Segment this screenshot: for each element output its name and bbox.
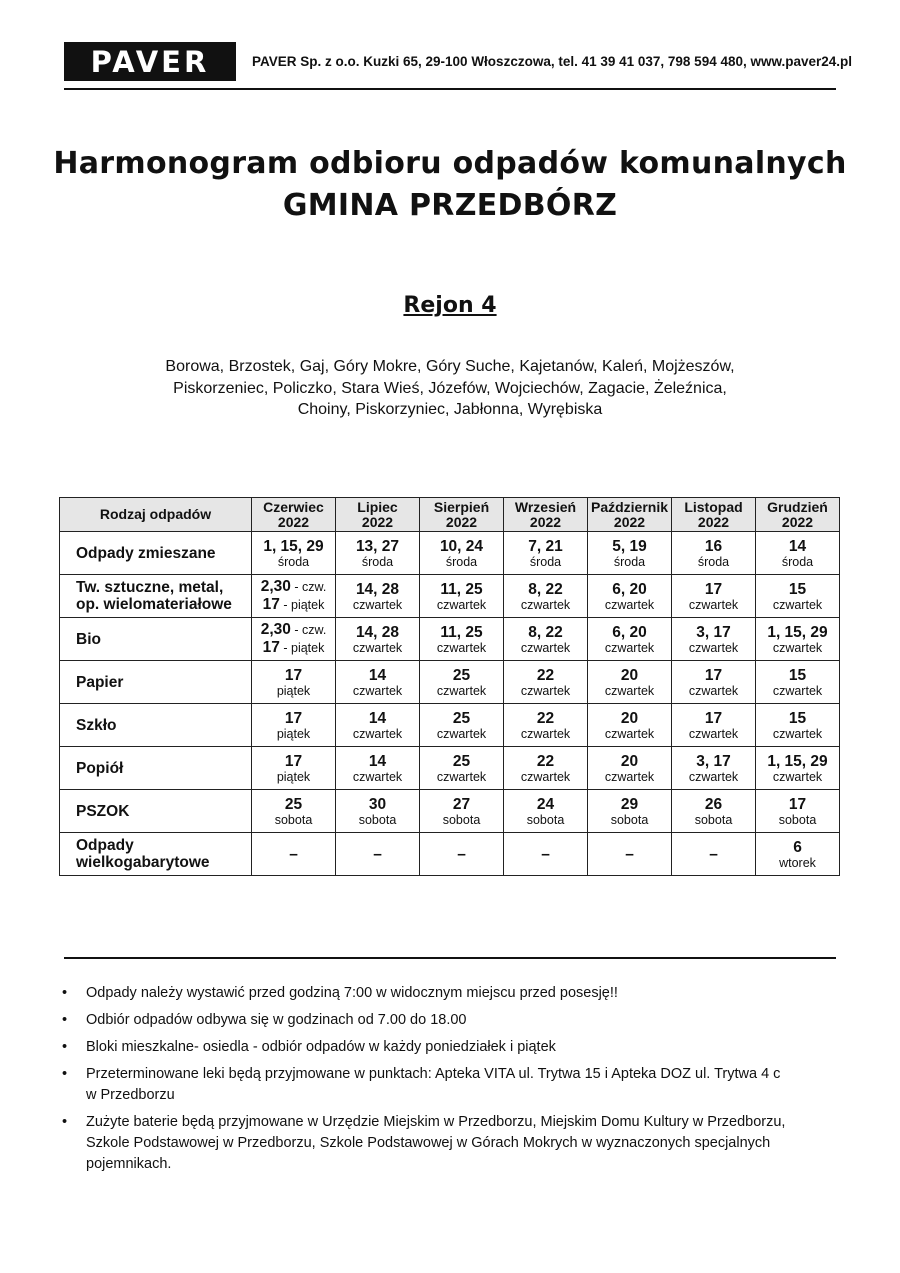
weekday-note: - czw. bbox=[290, 580, 327, 594]
collection-day: – bbox=[541, 845, 550, 863]
weekday-label: czwartek bbox=[604, 683, 655, 698]
waste-type-cell bbox=[60, 661, 252, 704]
collection-day: 25 bbox=[284, 795, 303, 813]
collection-day: 20 bbox=[620, 752, 639, 770]
weekday-label: czwartek bbox=[688, 640, 739, 655]
collection-date-cell bbox=[420, 704, 504, 747]
collection-day: 6, 20 bbox=[612, 580, 647, 598]
month-header: Wrzesień 2022 bbox=[504, 498, 588, 532]
weekday-label: czwartek bbox=[352, 726, 403, 741]
collection-day: 11, 25 bbox=[440, 623, 483, 641]
collection-date-cell bbox=[252, 661, 336, 704]
collection-day: 17 bbox=[284, 666, 303, 684]
collection-day: 24 bbox=[536, 795, 555, 813]
waste-type-label: Bio bbox=[76, 630, 101, 648]
collection-date-cell bbox=[252, 575, 336, 618]
split-date-line bbox=[252, 596, 335, 614]
collection-date-cell bbox=[504, 575, 588, 618]
waste-type-cell bbox=[60, 704, 252, 747]
notes-list bbox=[62, 983, 822, 1181]
collection-date-cell bbox=[420, 575, 504, 618]
village-line: Borowa, Brzostek, Gaj, Góry Mokre, Góry Suche, Kajetanów, Kaleń, Mojżeszów, bbox=[165, 358, 735, 375]
waste-type-cell bbox=[60, 747, 252, 790]
note-item bbox=[62, 1037, 822, 1058]
weekday-label: środa bbox=[445, 554, 478, 569]
weekday-label: czwartek bbox=[688, 597, 739, 612]
split-date-line bbox=[252, 639, 335, 657]
weekday-label: czwartek bbox=[688, 726, 739, 741]
collection-day: 17 bbox=[704, 709, 723, 727]
table-row bbox=[60, 575, 840, 618]
weekday-label: czwartek bbox=[688, 683, 739, 698]
collection-day: 26 bbox=[704, 795, 723, 813]
weekday-label: czwartek bbox=[520, 597, 571, 612]
weekday-note: - czw. bbox=[290, 623, 327, 637]
weekday-label: sobota bbox=[274, 812, 313, 827]
waste-type-header: Rodzaj odpadów bbox=[60, 498, 252, 532]
weekday-label: czwartek bbox=[604, 726, 655, 741]
collection-day: 17 bbox=[262, 596, 280, 613]
waste-type-cell bbox=[60, 790, 252, 833]
collection-date-cell bbox=[504, 747, 588, 790]
collection-date-cell bbox=[588, 532, 672, 575]
page-header bbox=[64, 42, 853, 90]
weekday-label: czwartek bbox=[352, 769, 403, 784]
company-info: PAVER Sp. z o.o. Kuzki 65, 29-100 Włoszczowa, tel. 41 39 41 037, 798 594 480, www.paver24.pl bbox=[252, 54, 853, 69]
collection-day: 14 bbox=[368, 666, 387, 684]
collection-day: 17 bbox=[284, 709, 303, 727]
collection-day: – bbox=[289, 845, 298, 863]
month-header: Czerwiec 2022 bbox=[252, 498, 336, 532]
weekday-label: czwartek bbox=[520, 683, 571, 698]
weekday-label: czwartek bbox=[436, 726, 487, 741]
collection-day: 14 bbox=[368, 752, 387, 770]
collection-day: 25 bbox=[452, 709, 471, 727]
weekday-label: czwartek bbox=[604, 597, 655, 612]
weekday-label: czwartek bbox=[520, 640, 571, 655]
collection-day: 6 bbox=[793, 838, 802, 856]
collection-day: 27 bbox=[452, 795, 471, 813]
table-row bbox=[60, 747, 840, 790]
note-line: Szkole Podstawowej w Przedborzu, Szkole Podstawowej w Górach Mokrych w wyznaczonych specjalnych bbox=[86, 1135, 771, 1151]
weekday-label: sobota bbox=[526, 812, 565, 827]
table-row bbox=[60, 618, 840, 661]
waste-type-cell bbox=[60, 618, 252, 661]
table-row bbox=[60, 790, 840, 833]
collection-date-cell bbox=[420, 661, 504, 704]
collection-date-cell bbox=[588, 747, 672, 790]
collection-schedule-table bbox=[59, 497, 840, 876]
weekday-label: sobota bbox=[442, 812, 481, 827]
waste-type-label: PSZOK bbox=[76, 802, 130, 820]
weekday-label: czwartek bbox=[772, 726, 823, 741]
weekday-label: czwartek bbox=[352, 683, 403, 698]
note-item bbox=[62, 983, 822, 1004]
collection-date-cell bbox=[252, 790, 336, 833]
collection-day: 8, 22 bbox=[528, 623, 563, 641]
village-line: Choiny, Piskorzyniec, Jabłonna, Wyrębiska bbox=[297, 401, 603, 418]
note-item bbox=[62, 1010, 822, 1031]
weekday-label: czwartek bbox=[520, 769, 571, 784]
bullet-icon: • bbox=[62, 1012, 68, 1028]
weekday-label: wtorek bbox=[779, 855, 816, 870]
waste-type-label: wielkogabarytowe bbox=[76, 854, 210, 871]
collection-day: 2,30 bbox=[260, 621, 291, 638]
collection-day: 15 bbox=[788, 580, 807, 598]
weekday-label: sobota bbox=[694, 812, 733, 827]
region-heading: Rejon 4 bbox=[403, 293, 497, 318]
collection-date-cell bbox=[672, 661, 756, 704]
weekday-label: środa bbox=[277, 554, 310, 569]
collection-date-cell bbox=[588, 618, 672, 661]
collection-date-cell bbox=[672, 790, 756, 833]
collection-day: 17 bbox=[704, 666, 723, 684]
weekday-label: czwartek bbox=[436, 640, 487, 655]
collection-day: 5, 19 bbox=[612, 537, 647, 555]
collection-date-cell bbox=[504, 704, 588, 747]
collection-date-cell bbox=[588, 575, 672, 618]
collection-date-cell bbox=[756, 790, 840, 833]
collection-date-cell bbox=[336, 790, 420, 833]
table-row bbox=[60, 661, 840, 704]
collection-day: 6, 20 bbox=[612, 623, 647, 641]
collection-day: 15 bbox=[788, 709, 807, 727]
collection-day: 29 bbox=[620, 795, 639, 813]
weekday-label: czwartek bbox=[436, 597, 487, 612]
table-row bbox=[60, 833, 840, 876]
waste-type-label: Popiół bbox=[76, 759, 124, 777]
month-header: Sierpień 2022 bbox=[420, 498, 504, 532]
collection-date-cell bbox=[420, 618, 504, 661]
collection-date-cell bbox=[756, 575, 840, 618]
collection-day: 1, 15, 29 bbox=[767, 752, 828, 770]
collection-date-cell bbox=[336, 833, 420, 876]
collection-date-cell bbox=[672, 532, 756, 575]
note-line: Bloki mieszkalne- osiedla - odbiór odpadów w każdy poniedziałek i piątek bbox=[86, 1039, 556, 1055]
collection-day: 14 bbox=[788, 537, 807, 555]
weekday-label: sobota bbox=[358, 812, 397, 827]
bullet-icon: • bbox=[62, 1039, 68, 1055]
collection-day: 20 bbox=[620, 709, 639, 727]
collection-day: 25 bbox=[452, 752, 471, 770]
collection-date-cell bbox=[672, 833, 756, 876]
note-line: pojemnikach. bbox=[86, 1156, 172, 1172]
collection-date-cell bbox=[588, 833, 672, 876]
collection-day: 22 bbox=[536, 752, 555, 770]
waste-type-cell bbox=[60, 833, 252, 876]
waste-type-label: Papier bbox=[76, 673, 124, 691]
weekday-note: - piątek bbox=[279, 598, 325, 612]
weekday-label: środa bbox=[529, 554, 562, 569]
collection-date-cell bbox=[504, 532, 588, 575]
collection-day: 17 bbox=[704, 580, 723, 598]
collection-date-cell bbox=[756, 833, 840, 876]
collection-day: 17 bbox=[788, 795, 807, 813]
collection-date-cell bbox=[336, 661, 420, 704]
weekday-label: czwartek bbox=[520, 726, 571, 741]
collection-day: 17 bbox=[284, 752, 303, 770]
collection-date-cell bbox=[420, 747, 504, 790]
collection-date-cell bbox=[672, 704, 756, 747]
collection-day: 13, 27 bbox=[355, 537, 400, 555]
collection-date-cell bbox=[252, 618, 336, 661]
collection-date-cell bbox=[588, 790, 672, 833]
collection-day: 14, 28 bbox=[355, 623, 400, 641]
paver-logo: PAVER bbox=[64, 42, 236, 81]
collection-day: 15 bbox=[788, 666, 807, 684]
collection-date-cell bbox=[252, 747, 336, 790]
collection-day: 8, 22 bbox=[528, 580, 563, 598]
bullet-icon: • bbox=[62, 1114, 68, 1130]
collection-day: 22 bbox=[536, 709, 555, 727]
collection-day: 10, 24 bbox=[439, 537, 484, 555]
collection-date-cell bbox=[336, 575, 420, 618]
collection-date-cell bbox=[252, 532, 336, 575]
weekday-label: czwartek bbox=[352, 640, 403, 655]
collection-day: 1, 15, 29 bbox=[767, 623, 828, 641]
weekday-label: czwartek bbox=[688, 769, 739, 784]
table-row bbox=[60, 704, 840, 747]
note-line: w Przedborzu bbox=[86, 1087, 175, 1103]
table-row bbox=[60, 532, 840, 575]
collection-day: 3, 17 bbox=[696, 623, 731, 641]
collection-date-cell bbox=[504, 790, 588, 833]
collection-date-cell bbox=[588, 704, 672, 747]
collection-date-cell bbox=[336, 618, 420, 661]
collection-date-cell bbox=[756, 747, 840, 790]
collection-day: 11, 25 bbox=[440, 580, 483, 598]
collection-date-cell bbox=[672, 575, 756, 618]
collection-day: 14 bbox=[368, 709, 387, 727]
note-line: Odpady należy wystawić przed godziną 7:00 w widocznym miejscu przed posesję!! bbox=[86, 985, 618, 1001]
collection-date-cell bbox=[504, 661, 588, 704]
document-title: Harmonogram odbioru odpadów komunalnych bbox=[53, 146, 847, 181]
weekday-label: środa bbox=[781, 554, 814, 569]
collection-date-cell bbox=[252, 833, 336, 876]
collection-day: 17 bbox=[262, 639, 280, 656]
collection-day: 25 bbox=[452, 666, 471, 684]
weekday-note: - piątek bbox=[279, 641, 325, 655]
waste-type-label: Szkło bbox=[76, 716, 117, 734]
collection-date-cell bbox=[252, 704, 336, 747]
note-item bbox=[62, 1064, 822, 1106]
weekday-label: sobota bbox=[610, 812, 649, 827]
weekday-label: środa bbox=[613, 554, 646, 569]
collection-date-cell bbox=[420, 532, 504, 575]
bullet-icon: • bbox=[62, 985, 68, 1001]
weekday-label: piątek bbox=[276, 769, 311, 784]
table-header-row bbox=[60, 498, 840, 532]
collection-date-cell bbox=[336, 704, 420, 747]
collection-date-cell bbox=[336, 747, 420, 790]
collection-day: 2,30 bbox=[260, 578, 291, 595]
collection-date-cell bbox=[504, 618, 588, 661]
waste-type-label: Odpady bbox=[76, 837, 134, 854]
split-date-line bbox=[252, 578, 335, 596]
weekday-label: piątek bbox=[276, 683, 311, 698]
weekday-label: piątek bbox=[276, 726, 311, 741]
collection-day: 14, 28 bbox=[355, 580, 400, 598]
weekday-label: czwartek bbox=[604, 640, 655, 655]
weekday-label: środa bbox=[361, 554, 394, 569]
note-item bbox=[62, 1112, 822, 1175]
month-header: Grudzień 2022 bbox=[756, 498, 840, 532]
waste-type-label: Odpady zmieszane bbox=[76, 544, 216, 562]
weekday-label: środa bbox=[697, 554, 730, 569]
collection-date-cell bbox=[336, 532, 420, 575]
weekday-label: czwartek bbox=[772, 597, 823, 612]
waste-type-label: op. wielomateriałowe bbox=[76, 596, 232, 613]
waste-type-cell bbox=[60, 575, 252, 618]
collection-day: 30 bbox=[368, 795, 387, 813]
collection-date-cell bbox=[756, 532, 840, 575]
collection-date-cell bbox=[756, 661, 840, 704]
collection-day: 16 bbox=[704, 537, 723, 555]
collection-date-cell bbox=[420, 790, 504, 833]
divider bbox=[64, 957, 836, 959]
municipality-title: GMINA PRZEDBÓRZ bbox=[282, 188, 618, 223]
collection-date-cell bbox=[672, 618, 756, 661]
waste-type-cell bbox=[60, 532, 252, 575]
month-header: Październik 2022 bbox=[588, 498, 672, 532]
village-list bbox=[130, 356, 770, 421]
weekday-label: czwartek bbox=[436, 769, 487, 784]
month-header: Lipiec 2022 bbox=[336, 498, 420, 532]
collection-day: 7, 21 bbox=[528, 537, 563, 555]
collection-date-cell bbox=[672, 747, 756, 790]
split-date-line bbox=[252, 621, 335, 639]
weekday-label: czwartek bbox=[436, 683, 487, 698]
collection-day: 20 bbox=[620, 666, 639, 684]
collection-day: – bbox=[709, 845, 718, 863]
weekday-label: czwartek bbox=[352, 597, 403, 612]
collection-day: – bbox=[625, 845, 634, 863]
collection-date-cell bbox=[756, 618, 840, 661]
note-line: Przeterminowane leki będą przyjmowane w punktach: Apteka VITA ul. Trytwa 15 i Apteka DOZ ul. Trytwa 4 c bbox=[86, 1066, 781, 1082]
weekday-label: czwartek bbox=[772, 683, 823, 698]
collection-day: – bbox=[457, 845, 466, 863]
weekday-label: czwartek bbox=[604, 769, 655, 784]
collection-date-cell bbox=[756, 704, 840, 747]
note-line: Zużyte baterie będą przyjmowane w Urzędzie Miejskim w Przedborzu, Miejskim Domu Kultury w Przedborzu, bbox=[86, 1114, 786, 1130]
collection-date-cell bbox=[420, 833, 504, 876]
note-line: Odbiór odpadów odbywa się w godzinach od 7.00 do 18.00 bbox=[86, 1012, 467, 1028]
village-line: Piskorzeniec, Policzko, Stara Wieś, Józefów, Wojciechów, Zagacie, Żeleźnica, bbox=[173, 379, 727, 397]
collection-day: 3, 17 bbox=[696, 752, 731, 770]
collection-day: 1, 15, 29 bbox=[263, 537, 324, 555]
weekday-label: czwartek bbox=[772, 640, 823, 655]
waste-type-label: Tw. sztuczne, metal, bbox=[76, 579, 224, 596]
bullet-icon: • bbox=[62, 1066, 68, 1082]
weekday-label: sobota bbox=[778, 812, 817, 827]
month-header: Listopad 2022 bbox=[672, 498, 756, 532]
collection-day: – bbox=[373, 845, 382, 863]
collection-date-cell bbox=[588, 661, 672, 704]
weekday-label: czwartek bbox=[772, 769, 823, 784]
collection-day: 22 bbox=[536, 666, 555, 684]
table-body bbox=[60, 532, 840, 876]
collection-date-cell bbox=[504, 833, 588, 876]
